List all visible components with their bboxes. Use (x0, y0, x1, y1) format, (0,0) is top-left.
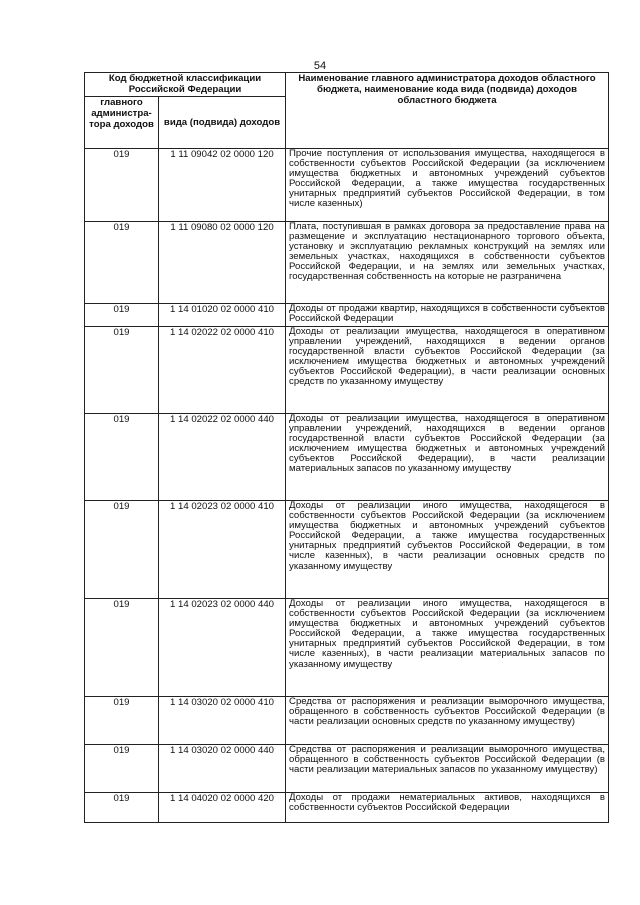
admin-code-cell: 019 (85, 304, 159, 327)
admin-code-cell: 019 (85, 793, 159, 823)
admin-code-cell: 019 (85, 414, 159, 501)
admin-code-cell: 019 (85, 599, 159, 697)
table-row (85, 327, 609, 414)
admin-code-cell: 019 (85, 149, 159, 222)
revenue-name-cell: Средства от распоряжения и реализации выморочного имущества, обращенного в собственность субъектов Российской Федерации (в части реализации основных средств по указанному имуществу) (286, 697, 609, 745)
revenue-name-cell: Доходы от реализации имущества, находящегося в оперативном управлении учреждений, находящихся в ведении органов государственной власти субъектов Российской Федерации (за исключением имущества бюджетных и автономных учреждений субъектов Российской Федерации), в части реализации основных средств по указанному имуществу (286, 327, 609, 414)
table-row (85, 304, 609, 327)
revenue-name-cell: Доходы от реализации иного имущества, находящегося в собственности субъектов Российской Федерации (за исключением имущества бюджетных и автономных учреждений субъектов Российской Федерации, а также имущества государственных унитарных предприятий субъектов Российской Федерации, в том числе казенных), в части реализации основных средств по указанному имуществу (286, 501, 609, 599)
table-row (85, 149, 609, 222)
table-row (85, 745, 609, 793)
kind-column-header: вида (подвида) доходов (159, 97, 286, 149)
name-column-header: Наименование главного администратора доходов областного бюджета, наименование кода вида (подвида) доходов областного бюджета (286, 73, 609, 149)
revenue-name-cell: Доходы от реализации имущества, находящегося в оперативном управлении учреждений, находящихся в ведении органов государственной власти субъектов Российской Федерации (за исключением имущества бюджетных и автономных учреждений субъектов Российской Федерации), в части реализации материальных запасов по указанному имуществу (286, 414, 609, 501)
table-row (85, 414, 609, 501)
revenue-code-cell: 1 11 09042 02 0000 120 (159, 149, 286, 222)
admin-code-cell: 019 (85, 327, 159, 414)
kbk-group-header: Код бюджетной классификации Российской Федерации (85, 73, 286, 97)
table-row (85, 222, 609, 304)
admin-code-cell: 019 (85, 745, 159, 793)
revenue-name-cell: Доходы от реализации иного имущества, находящегося в собственности субъектов Российской Федерации (за исключением имущества бюджетных и автономных учреждений субъектов Российской Федерации, а также имущества государственных унитарных предприятий субъектов Российской Федерации, в том числе казенных), в части реализации материальных запасов по указанному имуществу (286, 599, 609, 697)
revenue-name-cell: Плата, поступившая в рамках договора за предоставление права на размещение и эксплуатацию нестационарного торгового объекта, установку и эксплуатацию рекламных конструкций на землях или земельных участках, находящихся в собственности субъектов Российской Федерации, и на землях или земельных участках, государственная собственность на которые не разграничена (286, 222, 609, 304)
revenue-code-cell: 1 14 02022 02 0000 410 (159, 327, 286, 414)
revenue-code-cell: 1 14 02023 02 0000 440 (159, 599, 286, 697)
revenue-code-cell: 1 11 09080 02 0000 120 (159, 222, 286, 304)
admin-column-header: главного администра-тора доходов (85, 97, 159, 149)
revenue-code-cell: 1 14 03020 02 0000 440 (159, 745, 286, 793)
table-body (85, 149, 609, 823)
admin-code-cell: 019 (85, 697, 159, 745)
revenue-codes-table (84, 72, 609, 823)
revenue-code-cell: 1 14 02023 02 0000 410 (159, 501, 286, 599)
table-row (85, 697, 609, 745)
admin-code-cell: 019 (85, 501, 159, 599)
revenue-code-cell: 1 14 03020 02 0000 410 (159, 697, 286, 745)
revenue-name-cell: Средства от распоряжения и реализации выморочного имущества, обращенного в собственность субъектов Российской Федерации (в части реализации материальных запасов по указанному имуществу) (286, 745, 609, 793)
table-row (85, 793, 609, 823)
revenue-code-cell: 1 14 04020 02 0000 420 (159, 793, 286, 823)
page-number: 54 (313, 60, 327, 72)
revenue-name-cell: Доходы от продажи нематериальных активов, находящихся в собственности субъектов Российской Федерации (286, 793, 609, 823)
revenue-code-cell: 1 14 02022 02 0000 440 (159, 414, 286, 501)
table-row (85, 599, 609, 697)
revenue-code-cell: 1 14 01020 02 0000 410 (159, 304, 286, 327)
revenue-name-cell: Прочие поступления от использования имущества, находящегося в собственности субъектов Российской Федерации (за исключением имущества бюджетных и автономных учреждений субъектов Российской Федерации, а также имущества государственных унитарных предприятий субъектов Российской Федерации, в том числе казенных) (286, 149, 609, 222)
revenue-name-cell: Доходы от продажи квартир, находящихся в собственности субъектов Российской Федерации (286, 304, 609, 327)
admin-code-cell: 019 (85, 222, 159, 304)
table-row (85, 501, 609, 599)
